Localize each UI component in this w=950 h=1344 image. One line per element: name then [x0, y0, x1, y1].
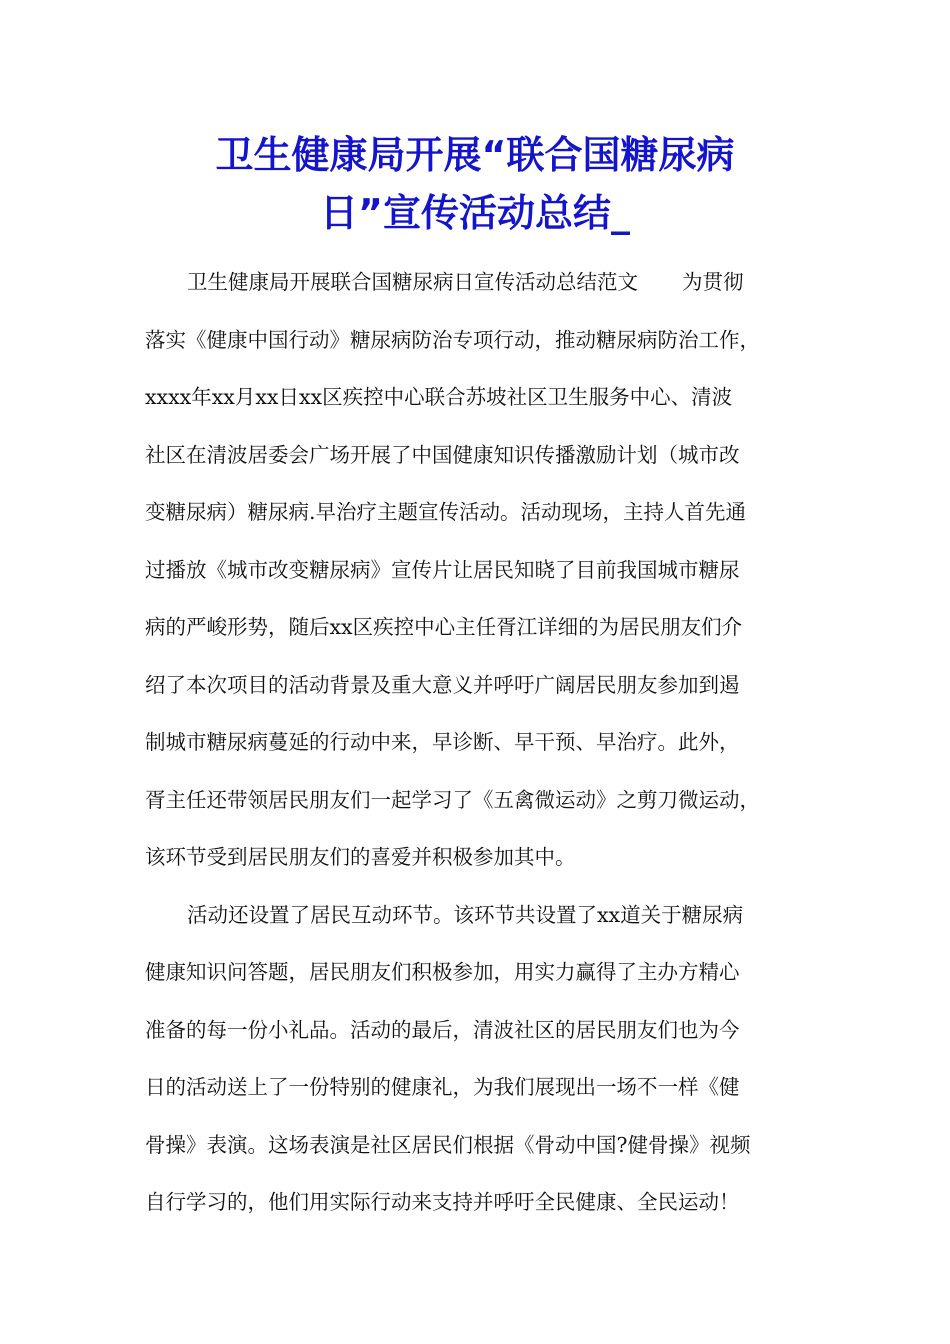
paragraph-line: 胥主任还带领居民朋友们一起学习了《五禽微运动》之剪刀微运动， — [145, 787, 760, 812]
paragraph-line: 落实《健康中国行动》糖尿病防治专项行动，推动糖尿病防治工作， — [145, 327, 760, 352]
paragraph-line: 制城市糖尿病蔓延的行动中来，早诊断、早干预、早治疗。此外， — [145, 730, 740, 754]
paragraph-line: 自行学习的，他们用实际行动来支持并呼吁全民健康、全民运动！ — [145, 1190, 740, 1214]
paragraph-2-first-line: 活动还设置了居民互动环节。该环节共设置了xx道关于糖尿病 — [187, 902, 744, 927]
paragraph-line: 绍了本次项目的活动背景及重大意义并呼吁广阔居民朋友参加到遏 — [145, 672, 740, 697]
title-line: 卫生健康局开展“联合国糖尿病 — [215, 133, 735, 177]
paragraph-1-opening-text: 为贯彻 — [682, 270, 744, 294]
document-title — [145, 126, 805, 242]
paragraph-line: 准备的每一份小礼品。活动的最后，清波社区的居民朋友们也为今 — [145, 1017, 740, 1042]
document-body — [145, 262, 810, 1240]
paragraph-line: 健康知识问答题，居民朋友们积极参加，用实力赢得了主办方精心 — [145, 960, 740, 984]
paragraph-1-first-line — [145, 262, 810, 320]
paragraph-line: 过播放《城市改变糖尿病》宣传片让居民知晓了目前我国城市糖尿 — [145, 557, 740, 582]
paragraph-line: 变糖尿病）糖尿病.早治疗主题宣传活动。活动现场，主持人首先通 — [145, 500, 747, 524]
paragraph-line: 骨操》表演。这场表演是社区居民们根据《骨动中国?健骨操》视频 — [145, 1132, 751, 1157]
paragraph-line: 病的严峻形势，随后xx区疾控中心主任胥江详细的为居民朋友们介 — [145, 615, 743, 639]
paragraph-line: 日的活动送上了一份特别的健康礼，为我们展现出一场不一样《健 — [145, 1075, 740, 1099]
paragraph-line: 社区在清波居委会广场开展了中国健康知识传播激励计划（城市改 — [145, 442, 740, 467]
title-line: 日”宣传活动总结_ — [320, 191, 630, 235]
paragraph-1-heading-text: 卫生健康局开展联合国糖尿病日宣传活动总结范文 — [187, 270, 638, 294]
paragraph-line: xxxx年xx月xx日xx区疾控中心联合苏坡社区卫生服务中心、清波 — [145, 385, 733, 409]
paragraph-line: 该环节受到居民朋友们的喜爱并积极参加其中。 — [145, 845, 576, 869]
